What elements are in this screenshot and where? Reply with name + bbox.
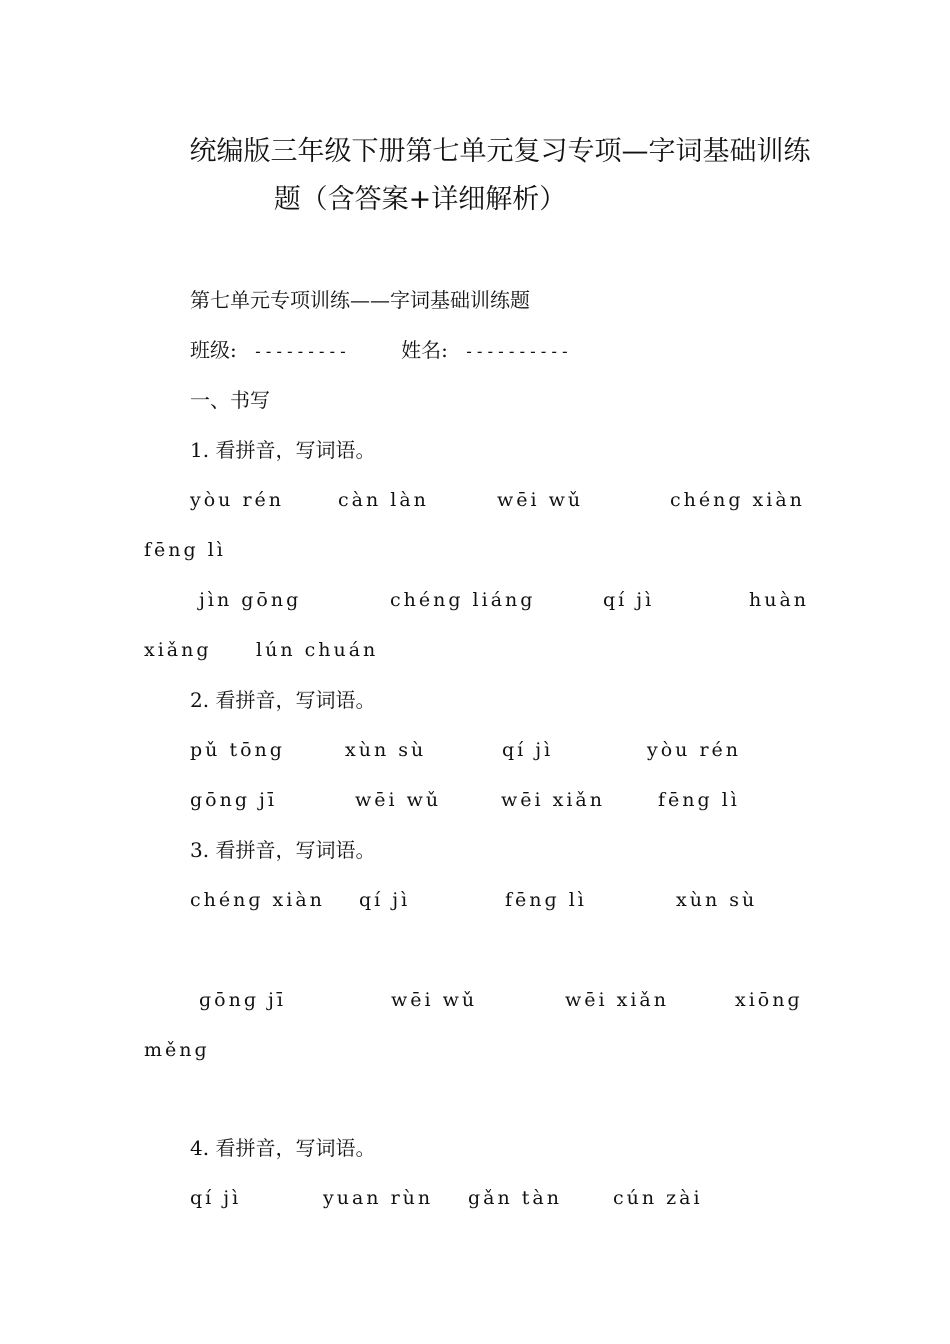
pinyin-item: wēi xiǎn (501, 789, 605, 811)
question-4-prompt: 4. 看拼音，写词语。 (190, 1136, 376, 1160)
pinyin-item: gǎn tàn (468, 1187, 562, 1209)
pinyin-item: qí jì (603, 589, 655, 611)
pinyin-item: wēi wǔ (355, 789, 442, 811)
pinyin-item: yuan rùn (323, 1187, 434, 1209)
pinyin-item: pǔ tōng (190, 739, 285, 761)
pinyin-item: fēng lì (658, 789, 740, 811)
question-2-prompt: 2. 看拼音，写词语。 (190, 688, 376, 712)
name-blank[interactable]: ---------- (464, 342, 571, 361)
document-title-line2: 题（含答案+详细解析） (273, 184, 567, 215)
name-label: 姓名: (401, 338, 448, 362)
question-1-prompt: 1. 看拼音，写词语。 (190, 438, 376, 462)
pinyin-item: xùn sù (676, 889, 758, 911)
pinyin-item: fēng lì (144, 539, 226, 561)
pinyin-item: xiōnɡ (735, 989, 803, 1011)
pinyin-item: càn làn (338, 489, 429, 511)
pinyin-item: lún chuán (256, 639, 379, 661)
pinyin-item: yòu rén (647, 739, 742, 761)
pinyin-item: qí jì (502, 739, 554, 761)
class-blank[interactable]: --------- (253, 342, 349, 361)
pinyin-item: yòu rén (190, 489, 285, 511)
pinyin-item: wēi wǔ (391, 989, 478, 1011)
pinyin-item: gōng jī (190, 789, 278, 811)
pinyin-item: xùn sù (345, 739, 427, 761)
pinyin-item: huàn (749, 589, 810, 611)
pinyin-item: cún zài (613, 1187, 703, 1209)
class-label: 班级: (190, 338, 237, 362)
pinyin-item: chéng liáng (390, 589, 536, 611)
pinyin-item: chéng xiàn (670, 489, 805, 511)
pinyin-item: qí jì (190, 1187, 242, 1209)
pinyin-item: chénɡ xiàn (190, 889, 325, 911)
pinyin-item: měnɡ (144, 1039, 210, 1061)
section-heading-writing: 一、书写 (190, 388, 270, 412)
class-name-row (190, 336, 571, 366)
question-3-prompt: 3. 看拼音，写词语。 (190, 838, 376, 862)
pinyin-item: wēi xiǎn (565, 989, 669, 1011)
pinyin-item: xiǎng (144, 639, 212, 661)
subtitle: 第七单元专项训练——字词基础训练题 (190, 288, 530, 312)
pinyin-item: ɡōnɡ jī (199, 989, 287, 1011)
pinyin-item: fēnɡ lì (505, 889, 587, 911)
document-title-line1: 统编版三年级下册第七单元复习专项—字词基础训练 (189, 136, 811, 167)
pinyin-item: jìn gōng (199, 589, 302, 611)
pinyin-item: wēi wǔ (497, 489, 584, 511)
pinyin-item: qí jì (359, 889, 411, 911)
